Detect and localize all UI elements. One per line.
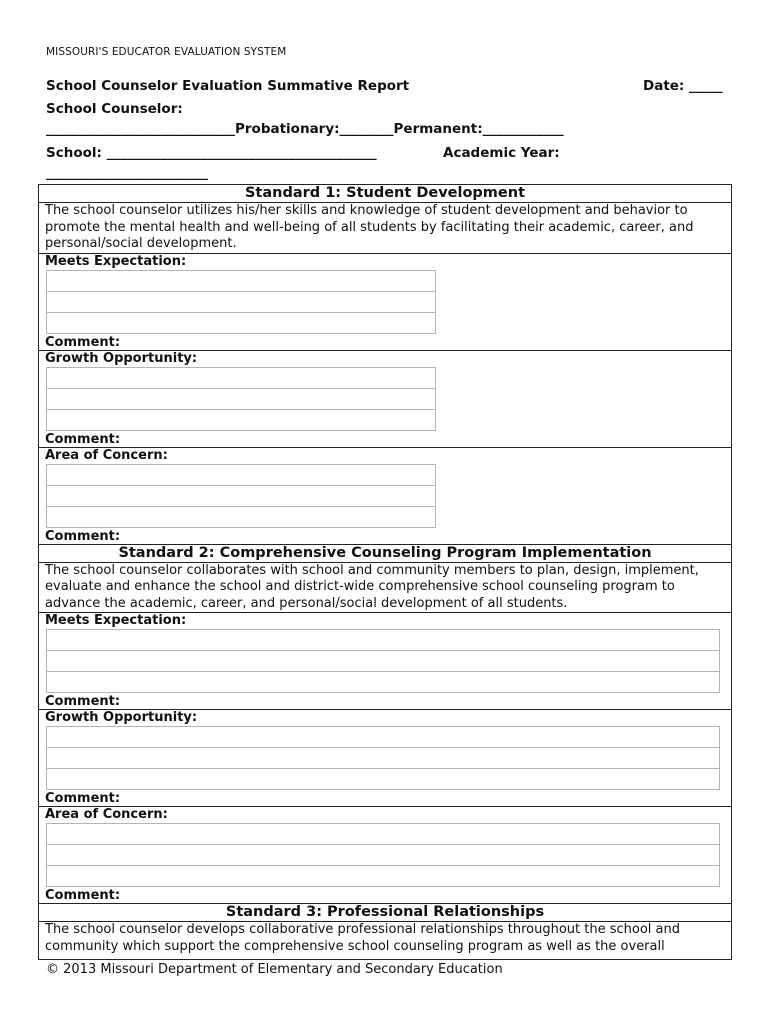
rating-boxes xyxy=(46,823,720,887)
input-box[interactable] xyxy=(46,291,436,312)
rating-boxes xyxy=(46,270,436,334)
standard-1-title: Standard 1: Student Development xyxy=(244,185,526,201)
standard-2-description: The school counselor collaborates with school and community members to plan, design, implement, evaluate and enhance the school and district-wide comprehensive school counseling program to advance the academic, career, and personal/social development of all students. xyxy=(39,562,731,613)
input-box[interactable] xyxy=(46,485,436,506)
standard-3-title: Standard 3: Professional Relationships xyxy=(39,903,731,921)
input-box[interactable] xyxy=(46,671,720,693)
input-box[interactable] xyxy=(46,312,436,334)
input-box[interactable] xyxy=(46,844,720,865)
input-box[interactable] xyxy=(46,464,436,485)
input-box[interactable] xyxy=(46,270,436,291)
comment-label: Comment: xyxy=(45,694,121,709)
academic-year-label: Academic Year: xyxy=(443,145,560,161)
evaluation-form xyxy=(38,184,732,960)
standard-2-area-of-concern xyxy=(39,806,731,903)
standard-2-growth-opportunity xyxy=(39,709,731,806)
copyright-footer: © 2013 Missouri Department of Elementary and Secondary Education xyxy=(46,962,503,977)
input-box[interactable] xyxy=(46,768,720,790)
rating-label: Growth Opportunity: xyxy=(45,710,198,725)
input-box[interactable] xyxy=(46,629,720,650)
rating-boxes xyxy=(46,367,436,431)
input-box[interactable] xyxy=(46,823,720,844)
input-box[interactable] xyxy=(46,726,720,747)
input-box[interactable] xyxy=(46,650,720,671)
rating-boxes xyxy=(46,629,720,693)
counselor-status-line[interactable]: ____________________________Probationary:________Permanent:____________ xyxy=(46,121,564,137)
rating-boxes xyxy=(46,464,436,528)
standard-2-title: Standard 2: Comprehensive Counseling Program Implementation xyxy=(39,544,731,562)
comment-label: Comment: xyxy=(45,334,121,350)
standard-1-area-of-concern xyxy=(39,447,731,544)
school-field[interactable]: School: ________________________________________ xyxy=(46,145,377,161)
standard-1-meets-expectation xyxy=(39,253,731,350)
rating-label: Growth Opportunity: xyxy=(45,350,198,366)
rating-boxes xyxy=(46,726,720,790)
input-box[interactable] xyxy=(46,388,436,409)
input-box[interactable] xyxy=(46,865,720,887)
rating-label: Meets Expectation: xyxy=(45,253,187,269)
report-title: School Counselor Evaluation Summative Report xyxy=(46,78,410,94)
comment-label: Comment: xyxy=(45,888,121,903)
system-name: MISSOURI'S EDUCATOR EVALUATION SYSTEM xyxy=(46,46,287,58)
standard-1-description: The school counselor utilizes his/her skills and knowledge of student development and behavior to promote the mental health and well-being of all students by facilitating their academic, career, and personal/social development. xyxy=(39,202,731,253)
input-box[interactable] xyxy=(46,747,720,768)
rating-label: Area of Concern: xyxy=(45,807,168,822)
input-box[interactable] xyxy=(46,409,436,431)
rating-label: Area of Concern: xyxy=(45,447,168,463)
input-box[interactable] xyxy=(46,367,436,388)
input-box[interactable] xyxy=(46,506,436,528)
rating-label: Meets Expectation: xyxy=(45,613,187,628)
counselor-label: School Counselor: xyxy=(46,101,183,117)
comment-label: Comment: xyxy=(45,431,121,447)
academic-year-line[interactable]: ________________________ xyxy=(46,165,208,181)
standard-2-meets-expectation xyxy=(39,612,731,709)
comment-label: Comment: xyxy=(45,528,121,544)
standard-3-description: The school counselor develops collaborative professional relationships throughout the school and community which support the comprehensive school counseling program as well as the overall xyxy=(39,921,731,955)
date-field[interactable]: Date: _____ xyxy=(643,78,723,94)
standard-1-growth-opportunity xyxy=(39,350,731,447)
comment-label: Comment: xyxy=(45,791,121,806)
